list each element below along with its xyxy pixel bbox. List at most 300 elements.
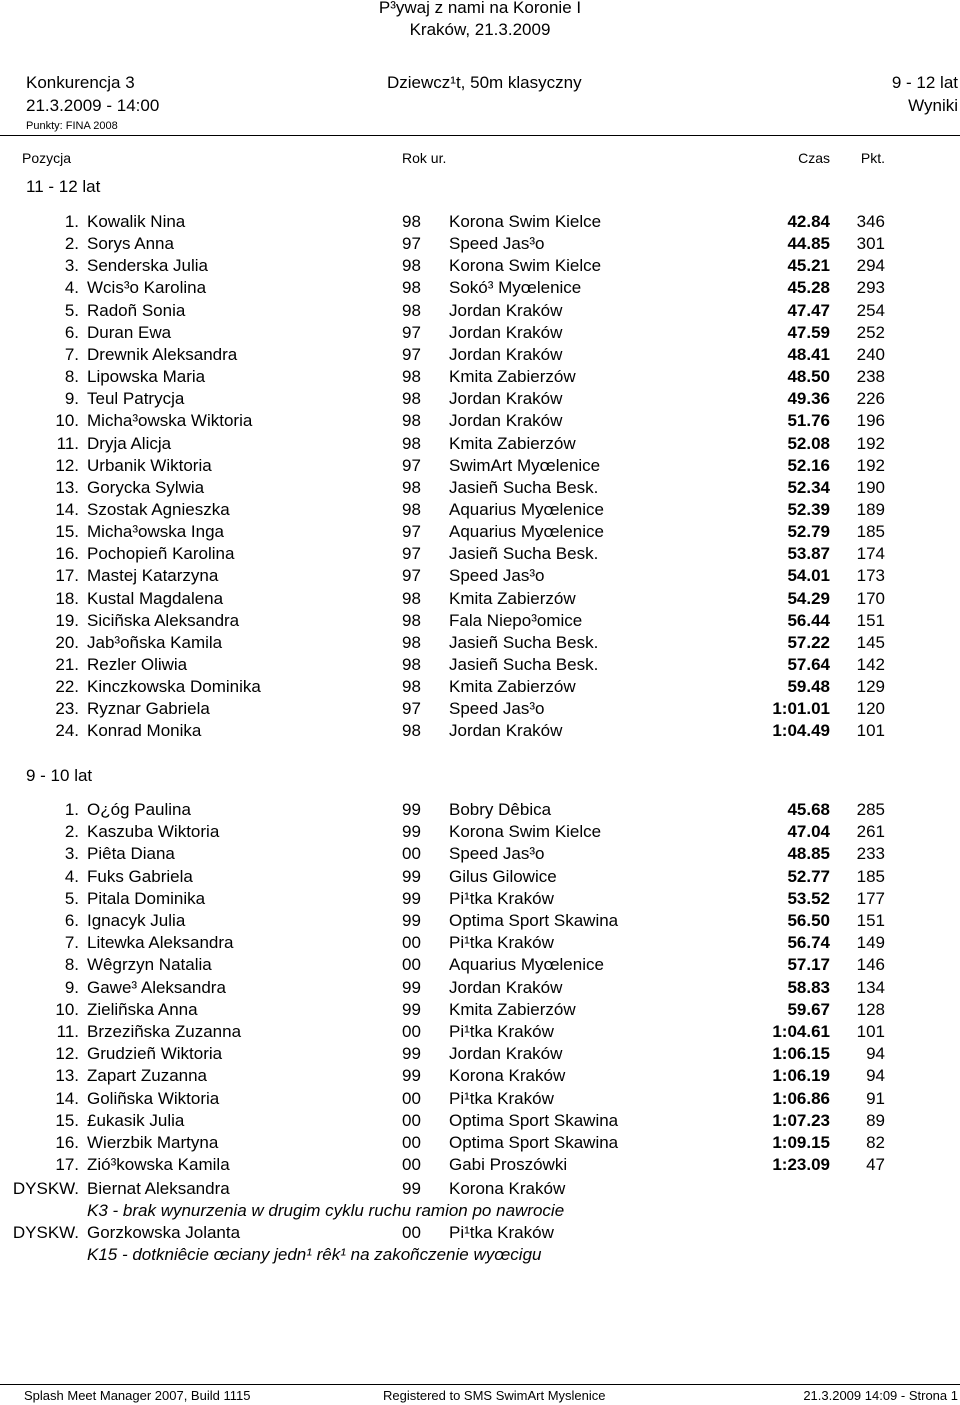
- swimmer-name: Lipowska Maria: [87, 367, 206, 387]
- club-name: Jasieñ Sucha Besk.: [449, 477, 599, 497]
- birth-year: 98: [402, 256, 421, 276]
- result-row: [0, 1044, 960, 1066]
- result-row: [0, 1155, 960, 1177]
- result-position: 12.: [55, 1044, 79, 1064]
- birth-year: 98: [402, 721, 421, 741]
- swimmer-name: Wcis³o Karolina: [87, 278, 207, 298]
- result-row: [0, 867, 960, 889]
- result-row: [0, 699, 960, 721]
- result-row: [0, 522, 960, 544]
- swim-time: 52.79: [787, 522, 830, 542]
- result-position: 4.: [64, 278, 79, 298]
- swimmer-name: Kaszuba Wiktoria: [87, 822, 220, 842]
- result-row: [0, 434, 960, 456]
- result-position: 11.: [56, 433, 79, 453]
- fina-points: 146: [856, 955, 885, 975]
- swimmer-name: Fuks Gabriela: [87, 866, 193, 886]
- birth-year: 00: [402, 1088, 421, 1108]
- swimmer-name: Dryja Alicja: [87, 433, 172, 453]
- result-position: 13.: [55, 1066, 79, 1086]
- swim-time: 57.17: [787, 955, 830, 975]
- result-position: 6.: [64, 911, 79, 930]
- club-name: Korona Kraków: [449, 1179, 566, 1198]
- club-name: Speed Jas³o: [449, 234, 545, 254]
- result-row: [0, 544, 960, 566]
- result-position: 1.: [64, 800, 79, 819]
- result-position: 10.: [55, 999, 79, 1019]
- fina-points: 196: [856, 411, 885, 431]
- birth-year: 99: [402, 1044, 421, 1064]
- age-group-heading: 11 - 12 lat: [26, 177, 101, 196]
- result-row: [0, 1022, 960, 1044]
- fina-points: 192: [856, 433, 885, 453]
- result-row: [0, 411, 960, 433]
- birth-year: 98: [402, 632, 421, 652]
- club-name: Korona Swim Kielce: [449, 822, 602, 842]
- column-header-year: Rok ur.: [402, 150, 447, 166]
- swim-time: 42.84: [787, 212, 830, 231]
- fina-points: 101: [856, 1022, 885, 1041]
- club-name: Speed Jas³o: [449, 844, 545, 864]
- result-row: [0, 911, 960, 933]
- swim-time: 1:06.86: [772, 1088, 830, 1108]
- birth-year: 99: [402, 1066, 421, 1086]
- club-name: Jordan Kraków: [449, 411, 563, 431]
- swimmer-name: O¿óg Paulina: [87, 800, 191, 819]
- swimmer-name: Micha³owska Inga: [87, 522, 225, 542]
- disqualification-reason: K3 - brak wynurzenia w drugim cyklu ruchu ramion po nawrocie: [87, 1201, 565, 1220]
- swim-time: 45.28: [787, 278, 830, 298]
- result-position: 16.: [55, 544, 79, 564]
- swim-time: 54.29: [787, 588, 830, 608]
- swim-time: 1:23.09: [772, 1155, 830, 1175]
- birth-year: 97: [402, 322, 421, 342]
- swimmer-name: Gorycka Sylwia: [87, 477, 205, 497]
- swim-time: 48.50: [787, 367, 830, 387]
- result-position: 24.: [55, 721, 79, 741]
- swimmer-name: Biernat Aleksandra: [87, 1179, 230, 1198]
- result-row: [0, 721, 960, 743]
- result-row: [0, 1133, 960, 1155]
- fina-points: 189: [856, 499, 885, 519]
- club-name: Speed Jas³o: [449, 566, 545, 586]
- club-name: Jordan Kraków: [449, 389, 563, 409]
- swimmer-name: Sorys Anna: [87, 234, 174, 254]
- birth-year: 99: [402, 866, 421, 886]
- footer-registration: Registered to SMS SwimArt Myslenice: [383, 1388, 606, 1403]
- club-name: Pi¹tka Kraków: [449, 1088, 554, 1108]
- birth-year: 00: [402, 1022, 421, 1041]
- swim-time: 48.85: [787, 844, 830, 864]
- disqualified-status: DYSKW.: [12, 1223, 79, 1242]
- competition-number: Konkurencja 3: [26, 73, 135, 92]
- swimmer-name: Kustal Magdalena: [87, 588, 224, 608]
- result-row: [0, 256, 960, 278]
- result-row: [0, 345, 960, 367]
- result-row: [0, 278, 960, 300]
- swimmer-name: Piêta Diana: [87, 844, 175, 864]
- birth-year: 99: [402, 911, 421, 930]
- result-row: [0, 478, 960, 500]
- birth-year: 00: [402, 1223, 421, 1242]
- result-row: [0, 301, 960, 323]
- fina-points: 101: [856, 721, 885, 741]
- swimmer-name: Mastej Katarzyna: [87, 566, 219, 586]
- swim-time: 45.21: [787, 256, 830, 276]
- result-row: [0, 978, 960, 1000]
- result-position: 11.: [56, 1022, 79, 1041]
- birth-year: 97: [402, 566, 421, 586]
- swimmer-name: Jab³oñska Kamila: [87, 632, 223, 652]
- swimmer-name: Ryznar Gabriela: [87, 699, 210, 719]
- result-row: [0, 1089, 960, 1111]
- club-name: Aquarius Myœlenice: [449, 955, 604, 975]
- event-name: Dziewcz¹t, 50m klasyczny: [387, 73, 582, 92]
- birth-year: 00: [402, 955, 421, 975]
- swim-time: 56.74: [787, 933, 830, 953]
- club-name: Pi¹tka Kraków: [449, 933, 554, 953]
- fina-points: 129: [856, 677, 885, 697]
- club-name: Aquarius Myœlenice: [449, 499, 604, 519]
- swimmer-name: Micha³owska Wiktoria: [87, 411, 253, 431]
- swimmer-name: Urbanik Wiktoria: [87, 455, 212, 475]
- birth-year: 98: [402, 367, 421, 387]
- swim-time: 52.16: [787, 455, 830, 475]
- club-name: Jasieñ Sucha Besk.: [449, 632, 599, 652]
- swim-time: 59.48: [787, 677, 830, 697]
- fina-points: 254: [856, 300, 885, 320]
- header-divider: [0, 135, 960, 136]
- club-name: Korona Swim Kielce: [449, 256, 602, 276]
- swimmer-name: Szostak Agnieszka: [87, 499, 230, 519]
- club-name: Jasieñ Sucha Besk.: [449, 655, 599, 674]
- birth-year: 98: [402, 300, 421, 320]
- fina-points: 120: [856, 699, 885, 719]
- result-position: 17.: [55, 566, 79, 586]
- result-row: [0, 655, 960, 677]
- result-row: [0, 456, 960, 478]
- fina-points: 261: [856, 822, 885, 842]
- result-row: [0, 633, 960, 655]
- club-name: Sokó³ Myœlenice: [449, 278, 582, 298]
- result-position: 9.: [64, 977, 79, 997]
- result-position: 14.: [55, 499, 79, 519]
- swimmer-name: Goliñska Wiktoria: [87, 1088, 220, 1108]
- age-group-heading: 9 - 10 lat: [26, 766, 93, 785]
- result-row: [0, 933, 960, 955]
- swimmer-name: Gorzkowska Jolanta: [87, 1223, 241, 1242]
- result-position: 3.: [64, 256, 79, 276]
- result-row: [0, 234, 960, 256]
- result-position: 19.: [55, 610, 79, 630]
- fina-points: 82: [866, 1133, 885, 1152]
- fina-points: 293: [856, 278, 885, 298]
- club-name: Jordan Kraków: [449, 721, 563, 741]
- birth-year: 97: [402, 699, 421, 719]
- result-position: 18.: [55, 588, 79, 608]
- club-name: Gabi Proszówki: [449, 1155, 568, 1175]
- club-name: Bobry Dêbica: [449, 800, 552, 819]
- swimmer-name: Radoñ Sonia: [87, 300, 186, 320]
- result-row: [0, 389, 960, 411]
- swim-time: 57.22: [787, 632, 830, 652]
- club-name: Pi¹tka Kraków: [449, 1022, 554, 1041]
- fina-points: 185: [856, 866, 885, 886]
- fina-points: 185: [856, 522, 885, 542]
- club-name: Optima Sport Skawina: [449, 911, 619, 930]
- result-position: 21.: [55, 655, 79, 674]
- birth-year: 98: [402, 278, 421, 298]
- swimmer-name: Wierzbik Martyna: [87, 1133, 219, 1152]
- club-name: Jordan Kraków: [449, 300, 563, 320]
- swim-time: 52.39: [787, 499, 830, 519]
- fina-points: 151: [856, 610, 885, 630]
- birth-year: 99: [402, 800, 421, 819]
- fina-points: 134: [856, 977, 885, 997]
- swimmer-name: Drewnik Aleksandra: [87, 344, 238, 364]
- fina-points: 190: [856, 477, 885, 497]
- birth-year: 97: [402, 544, 421, 564]
- birth-year: 00: [402, 844, 421, 864]
- birth-year: 98: [402, 433, 421, 453]
- birth-year: 97: [402, 522, 421, 542]
- result-row: [0, 889, 960, 911]
- result-row: [0, 800, 960, 822]
- result-row: [0, 1066, 960, 1088]
- fina-points: 192: [856, 455, 885, 475]
- birth-year: 99: [402, 1179, 421, 1198]
- swim-time: 1:06.19: [772, 1066, 830, 1086]
- fina-points: 174: [856, 544, 885, 564]
- result-row: [0, 822, 960, 844]
- swim-time: 56.50: [787, 911, 830, 930]
- result-row: [0, 367, 960, 389]
- fina-points: 285: [856, 800, 885, 819]
- result-position: 9.: [64, 389, 79, 409]
- club-name: Kmita Zabierzów: [449, 588, 576, 608]
- swimmer-name: Pochopieñ Karolina: [87, 544, 235, 564]
- fina-points: 238: [856, 367, 885, 387]
- meet-title: P³ywaj z nami na Koronie I: [378, 0, 582, 17]
- swim-time: 45.68: [787, 800, 830, 819]
- swimmer-name: Wêgrzyn Natalia: [87, 955, 212, 975]
- swim-time: 58.83: [787, 977, 830, 997]
- club-name: Speed Jas³o: [449, 699, 545, 719]
- birth-year: 98: [402, 655, 421, 674]
- swim-time: 1:01.01: [772, 699, 830, 719]
- swim-time: 1:04.61: [772, 1022, 830, 1041]
- footer-software: Splash Meet Manager 2007, Build 1115: [24, 1388, 251, 1403]
- birth-year: 00: [402, 1155, 421, 1175]
- fina-points: 170: [856, 588, 885, 608]
- swim-time: 47.04: [787, 822, 830, 842]
- result-position: 5.: [64, 300, 79, 320]
- club-name: Aquarius Myœlenice: [449, 522, 604, 542]
- club-name: Optima Sport Skawina: [449, 1110, 619, 1130]
- fina-points: 94: [866, 1044, 885, 1064]
- swimmer-name: Zió³kowska Kamila: [87, 1155, 230, 1175]
- club-name: Gilus Gilowice: [449, 866, 557, 886]
- result-row: [0, 323, 960, 345]
- club-name: Jasieñ Sucha Besk.: [449, 544, 599, 564]
- swim-time: 1:09.15: [772, 1133, 830, 1152]
- meet-location-date: Kraków, 21.3.2009: [409, 20, 551, 39]
- swim-time: 52.08: [787, 433, 830, 453]
- fina-points: 89: [866, 1110, 885, 1130]
- birth-year: 99: [402, 977, 421, 997]
- result-position: 3.: [64, 844, 79, 864]
- swimmer-name: Kinczkowska Dominika: [87, 677, 261, 697]
- club-name: Jordan Kraków: [449, 322, 563, 342]
- swimmer-name: Zapart Zuzanna: [87, 1066, 208, 1086]
- club-name: Kmita Zabierzów: [449, 999, 576, 1019]
- birth-year: 98: [402, 389, 421, 409]
- swimmer-name: Litewka Aleksandra: [87, 933, 234, 953]
- disqualified-status: DYSKW.: [12, 1179, 79, 1198]
- birth-year: 98: [402, 411, 421, 431]
- fina-points: 301: [856, 234, 885, 254]
- swim-time: 44.85: [787, 234, 830, 254]
- swimmer-name: Grudzieñ Wiktoria: [87, 1044, 223, 1064]
- swimmer-name: Konrad Monika: [87, 721, 202, 741]
- result-position: 16.: [55, 1133, 79, 1152]
- swimmer-name: Ignacyk Julia: [87, 911, 186, 930]
- birth-year: 98: [402, 212, 421, 231]
- birth-year: 97: [402, 344, 421, 364]
- swim-time: 1:07.23: [772, 1110, 830, 1130]
- swim-time: 49.36: [787, 389, 830, 409]
- result-row: [0, 611, 960, 633]
- disqualification-reason: K15 - dotkniêcie œciany jedn¹ rêk¹ na zakoñczenie wyœcigu: [87, 1245, 542, 1264]
- result-position: 22.: [55, 677, 79, 697]
- result-row: [0, 212, 960, 234]
- result-row: [0, 566, 960, 588]
- club-name: Jordan Kraków: [449, 1044, 563, 1064]
- fina-points: 252: [856, 322, 885, 342]
- swim-time: 52.77: [787, 866, 830, 886]
- swimmer-name: Rezler Oliwia: [87, 655, 188, 674]
- birth-year: 98: [402, 610, 421, 630]
- column-header-time: Czas: [798, 150, 830, 166]
- fina-points: 233: [856, 844, 885, 864]
- result-position: 1.: [64, 212, 79, 231]
- birth-year: 99: [402, 999, 421, 1019]
- club-name: Korona Kraków: [449, 1066, 566, 1086]
- club-name: Korona Swim Kielce: [449, 212, 602, 231]
- result-row: [0, 844, 960, 866]
- result-row: [0, 589, 960, 611]
- fina-points: 151: [856, 911, 885, 930]
- result-position: 8.: [64, 367, 79, 387]
- fina-points: 149: [856, 933, 885, 953]
- fina-points: 294: [856, 256, 885, 276]
- club-name: Kmita Zabierzów: [449, 677, 576, 697]
- swimmer-name: Duran Ewa: [87, 322, 172, 342]
- event-age-range: 9 - 12 lat: [891, 73, 958, 92]
- birth-year: 98: [402, 499, 421, 519]
- fina-points: 226: [856, 389, 885, 409]
- result-position: 15.: [55, 1110, 79, 1130]
- club-name: Pi¹tka Kraków: [449, 888, 554, 908]
- swim-time: 52.34: [787, 477, 830, 497]
- points-basis: Punkty: FINA 2008: [26, 120, 118, 132]
- result-position: 8.: [64, 955, 79, 975]
- swim-time: 1:06.15: [772, 1044, 830, 1064]
- swim-time: 47.47: [787, 300, 830, 320]
- birth-year: 98: [402, 677, 421, 697]
- footer-divider: [0, 1384, 960, 1385]
- swim-time: 51.76: [787, 411, 830, 431]
- swim-time: 53.52: [787, 888, 830, 908]
- birth-year: 97: [402, 234, 421, 254]
- fina-points: 346: [856, 212, 885, 231]
- result-row: [0, 500, 960, 522]
- club-name: Kmita Zabierzów: [449, 433, 576, 453]
- result-position: 4.: [64, 866, 79, 886]
- club-name: SwimArt Myœlenice: [449, 455, 601, 475]
- result-position: 15.: [55, 522, 79, 542]
- fina-points: 47: [866, 1155, 885, 1175]
- club-name: Fala Niepo³omice: [449, 610, 583, 630]
- result-position: 7.: [64, 344, 79, 364]
- fina-points: 91: [866, 1088, 885, 1108]
- swim-time: 47.59: [787, 322, 830, 342]
- club-name: Optima Sport Skawina: [449, 1133, 619, 1152]
- swimmer-name: Siciñska Aleksandra: [87, 610, 240, 630]
- swimmer-name: Pitala Dominika: [87, 888, 206, 908]
- result-row: [0, 955, 960, 977]
- club-name: Kmita Zabierzów: [449, 367, 576, 387]
- birth-year: 00: [402, 1110, 421, 1130]
- club-name: Jordan Kraków: [449, 344, 563, 364]
- swimmer-name: Kowalik Nina: [87, 212, 186, 231]
- fina-points: 173: [856, 566, 885, 586]
- swimmer-name: Brzeziñska Zuzanna: [87, 1022, 242, 1041]
- swimmer-name: £ukasik Julia: [87, 1110, 185, 1130]
- result-position: 2.: [64, 234, 79, 254]
- swimmer-name: Gawe³ Aleksandra: [87, 977, 226, 997]
- result-position: 10.: [55, 411, 79, 431]
- footer-page-info: 21.3.2009 14:09 - Strona 1: [803, 1388, 958, 1403]
- birth-year: 00: [402, 933, 421, 953]
- result-position: 2.: [64, 822, 79, 842]
- club-name: Pi¹tka Kraków: [449, 1223, 554, 1242]
- result-position: 7.: [64, 933, 79, 953]
- result-position: 13.: [55, 477, 79, 497]
- birth-year: 98: [402, 477, 421, 497]
- club-name: Jordan Kraków: [449, 977, 563, 997]
- result-position: 6.: [64, 322, 79, 342]
- fina-points: 94: [866, 1066, 885, 1086]
- column-header-position: Pozycja: [22, 150, 72, 166]
- result-position: 23.: [55, 699, 79, 719]
- disqualified-row: [0, 1223, 960, 1245]
- birth-year: 97: [402, 455, 421, 475]
- result-row: [0, 677, 960, 699]
- column-header-points: Pkt.: [860, 150, 885, 166]
- birth-year: 99: [402, 822, 421, 842]
- fina-points: 128: [856, 999, 885, 1019]
- fina-points: 177: [856, 888, 885, 908]
- results-label: Wyniki: [908, 96, 958, 115]
- swim-time: 53.87: [787, 544, 830, 564]
- swimmer-name: Teul Patrycja: [87, 389, 185, 409]
- result-position: 17.: [55, 1155, 79, 1175]
- result-position: 20.: [55, 632, 79, 652]
- swim-time: 56.44: [787, 610, 830, 630]
- result-position: 5.: [64, 888, 79, 908]
- result-position: 12.: [55, 455, 79, 475]
